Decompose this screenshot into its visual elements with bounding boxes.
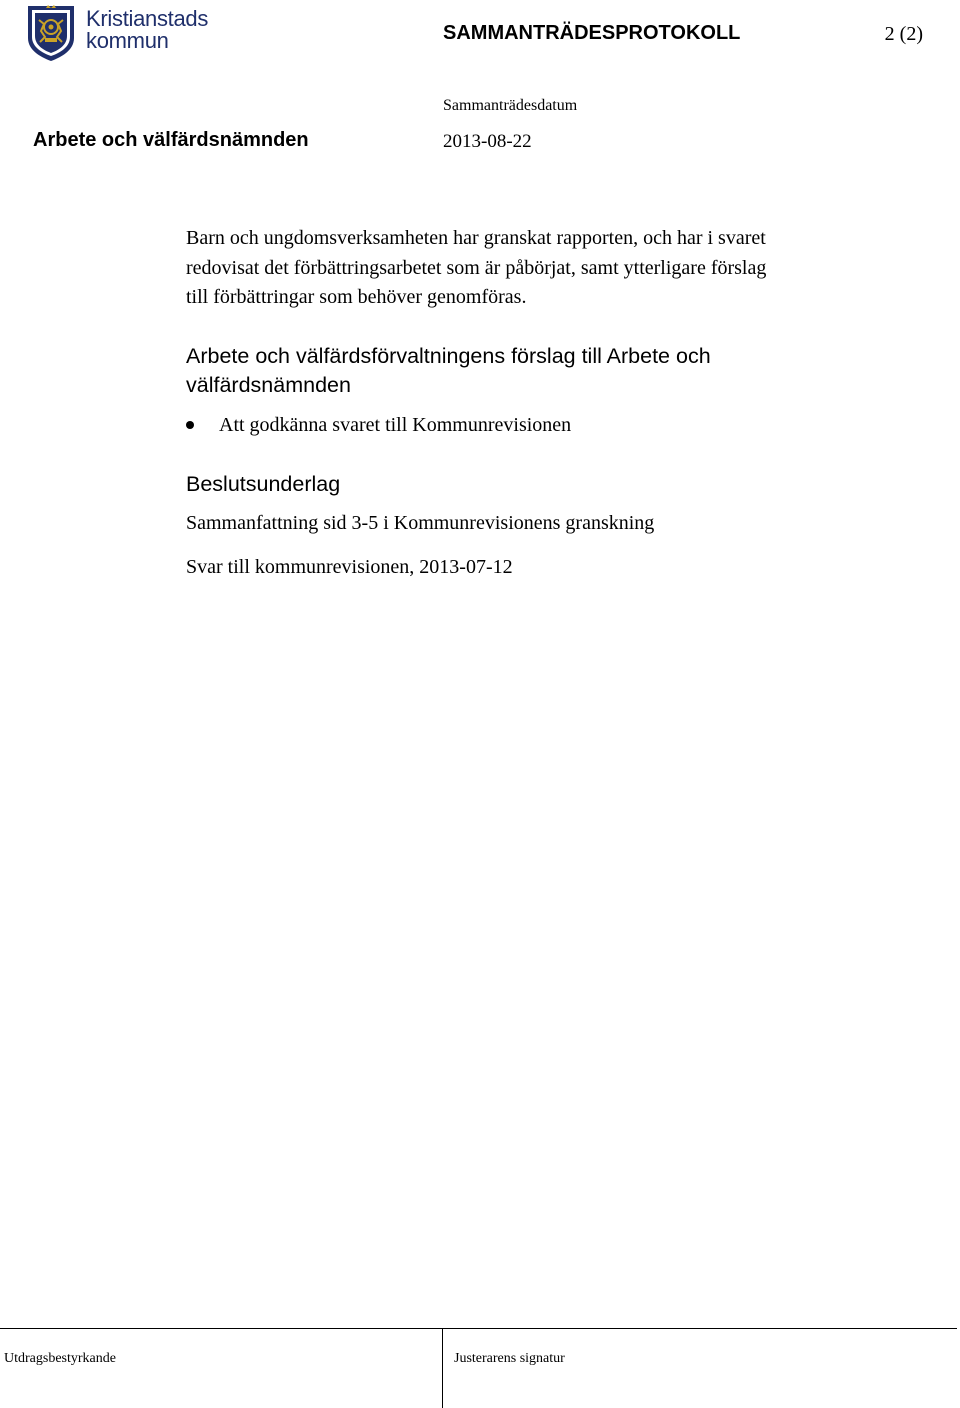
proposal-item-text: Att godkänna svaret till Kommunrevisionen bbox=[219, 414, 572, 436]
basis-item: Svar till kommunrevisionen, 2013-07-12 bbox=[186, 556, 513, 578]
logo-line-1: Kristianstads bbox=[86, 6, 209, 31]
proposal-item bbox=[186, 410, 886, 440]
intro-line: redovisat det förbättringsarbetet som är påbörjat, samt ytterligare förslag bbox=[186, 256, 767, 279]
footer-certification-label: Utdragsbestyrkande bbox=[4, 1351, 116, 1366]
logo-wordmark bbox=[86, 8, 208, 52]
intro-paragraph bbox=[186, 224, 866, 313]
proposal-heading-line: Arbete och välfärdsförvaltningens förslag till Arbete och bbox=[186, 344, 711, 368]
bullet-icon bbox=[186, 421, 194, 429]
intro-line: Barn och ungdomsverksamheten har granskat rapporten, och har i svaret bbox=[186, 227, 766, 249]
page-number: 2 (2) bbox=[884, 23, 923, 45]
basis-item: Sammanfattning sid 3-5 i Kommunrevisionens granskning bbox=[186, 512, 655, 534]
meeting-date: 2013-08-22 bbox=[443, 131, 532, 152]
municipality-logo bbox=[26, 4, 226, 64]
coat-of-arms-icon bbox=[26, 4, 76, 62]
intro-line: till förbättringar som behöver genomföras. bbox=[186, 286, 527, 308]
footer-rule bbox=[0, 1328, 957, 1329]
document-type: SAMMANTRÄDESPROTOKOLL bbox=[443, 22, 741, 44]
committee-name: Arbete och välfärdsnämnden bbox=[33, 129, 309, 151]
footer-signature-label: Justerarens signatur bbox=[454, 1351, 565, 1366]
proposal-heading-line: välfärdsnämnden bbox=[186, 372, 351, 397]
logo-line-2: kommun bbox=[86, 28, 169, 53]
meeting-date-label: Sammanträdesdatum bbox=[443, 97, 578, 114]
basis-heading: Beslutsunderlag bbox=[186, 472, 341, 496]
proposal-heading bbox=[186, 342, 906, 399]
footer-divider bbox=[442, 1328, 443, 1408]
